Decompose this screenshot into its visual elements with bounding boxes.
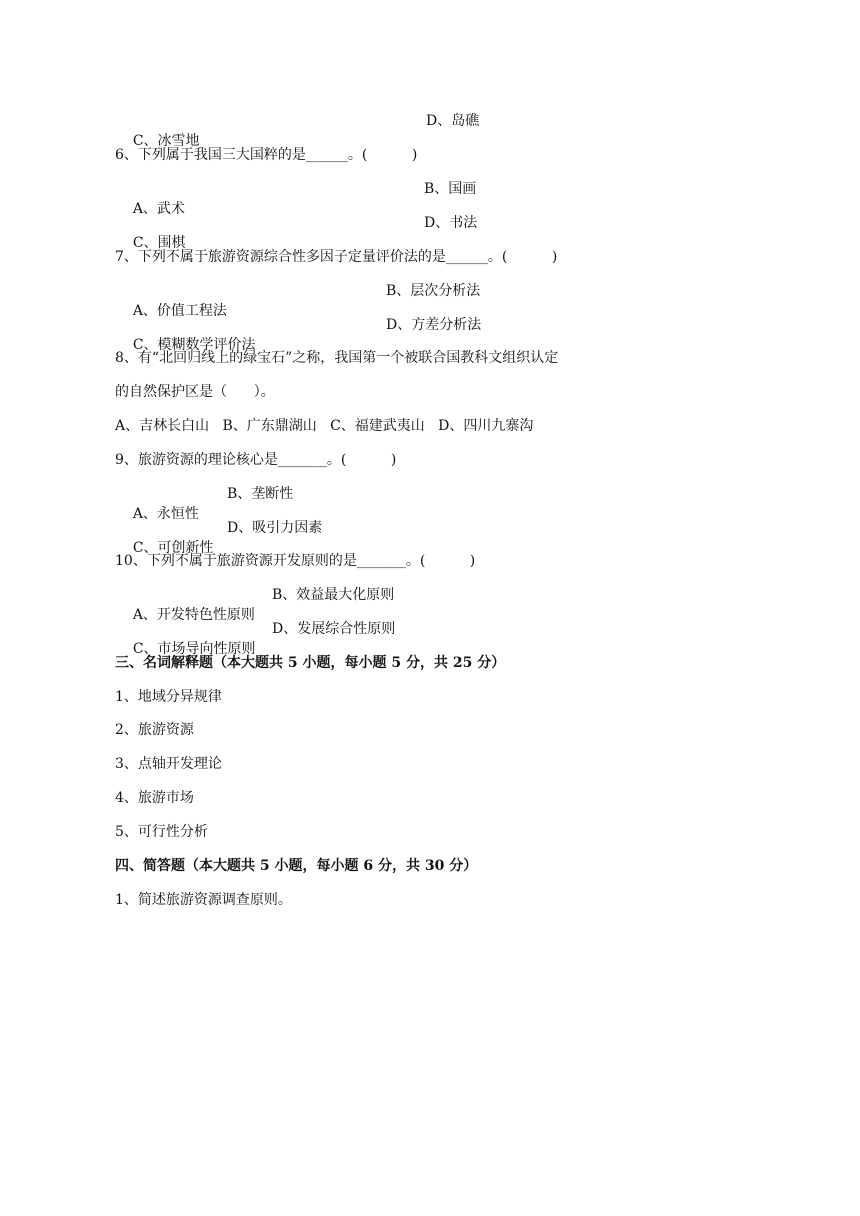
- q9-option-d: D、吸引力因素: [227, 520, 323, 536]
- q6-option-a: A、武术: [132, 201, 185, 217]
- q8-question-line1: 8、有“北回归线上的绿宝石”之称，我国第一个被联合国教科文组织认定: [115, 350, 559, 366]
- q10-option-row-ab: [115, 585, 395, 623]
- q8-question-line2: 的自然保护区是（ ）。: [115, 384, 275, 400]
- q6-option-d: D、书法: [424, 215, 478, 231]
- q10-option-b: B、效益最大化原则: [272, 587, 395, 603]
- q9-question: 9、旅游资源的理论核心是_______。( ): [115, 452, 397, 468]
- q7-option-a: A、价值工程法: [132, 303, 227, 319]
- q7-question: 7、下列不属于旅游资源综合性多因子定量评价法的是______。( ): [115, 249, 558, 265]
- q6-option-b: B、国画: [424, 181, 477, 197]
- q9-option-row-cd: [115, 518, 323, 556]
- q7-option-row-ab: [115, 281, 481, 319]
- q5-option-c: C、冰雪地: [132, 133, 200, 149]
- section4-item: 1、简述旅游资源调查原则。: [115, 892, 292, 908]
- section3-item: 2、旅游资源: [115, 722, 194, 738]
- q10-option-a: A、开发特色性原则: [132, 607, 255, 623]
- q10-option-row-cd: [115, 619, 396, 657]
- section3-heading: 三、名词解释题（本大题共 5 小题，每小题 5 分，共 25 分）: [115, 655, 506, 671]
- q9-option-row-ab: [115, 484, 294, 522]
- q7-option-b: B、层次分析法: [386, 283, 481, 299]
- q7-option-d: D、方差分析法: [386, 317, 482, 333]
- q6-option-row-ab: [115, 179, 477, 217]
- q10-option-c: C、市场导向性原则: [132, 641, 256, 657]
- section3-item: 1、地域分异规律: [115, 689, 222, 705]
- q5-option-d: D、岛礁: [426, 113, 480, 129]
- q9-option-a: A、永恒性: [132, 506, 199, 522]
- section3-item: 4、旅游市场: [115, 790, 194, 806]
- q9-option-c: C、可创新性: [132, 540, 214, 556]
- q7-option-c: C、模糊数学评价法: [132, 337, 256, 353]
- section3-item: 3、点轴开发理论: [115, 756, 222, 772]
- q9-option-b: B、垄断性: [227, 486, 294, 502]
- q6-option-row-cd: [115, 213, 478, 251]
- q5-option-row-cd: [115, 111, 480, 149]
- q6-option-c: C、围棋: [132, 235, 186, 251]
- section3-item: 5、可行性分析: [115, 824, 208, 840]
- q6-question: 6、下列属于我国三大国粹的是______。( ): [115, 147, 418, 163]
- q10-option-d: D、发展综合性原则: [272, 621, 396, 637]
- section4-heading: 四、简答题（本大题共 5 小题，每小题 6 分，共 30 分）: [115, 858, 478, 874]
- q7-option-row-cd: [115, 315, 482, 353]
- q10-question: 10、下列不属于旅游资源开发原则的是_______。( ): [115, 553, 476, 569]
- q8-options: A、吉林长白山 B、广东鼎湖山 C、福建武夷山 D、四川九寨沟: [115, 418, 534, 434]
